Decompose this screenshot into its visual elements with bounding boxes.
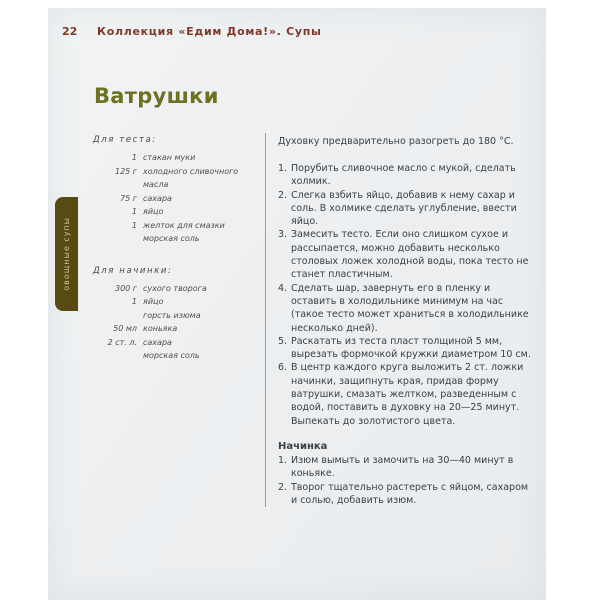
filling-step bbox=[278, 481, 535, 508]
breadcrumb: Коллекция «Едим Дома!». Супы bbox=[97, 25, 322, 38]
ingredient-row bbox=[93, 322, 263, 336]
page-title: Ватрушки bbox=[94, 84, 219, 108]
ingredients-column bbox=[93, 135, 263, 363]
step-text: Замесить тесто. Если оно слишком сухое и рассыпается, можно добавить несколько столовых ложек холодной воды, пока тесто не станет пластичным. bbox=[291, 229, 529, 281]
step-number: 1. bbox=[278, 163, 288, 174]
instruction-step bbox=[278, 335, 535, 362]
preheat-note: Духовку предварительно разогреть до 180 °C. bbox=[278, 136, 514, 147]
step-number: 2. bbox=[278, 189, 288, 201]
ingredient-quantity: 1 bbox=[131, 297, 137, 306]
ingredient-quantity: 75 г bbox=[120, 193, 137, 203]
instruction-step bbox=[278, 361, 535, 427]
ingredient-name: стакан муки bbox=[143, 153, 196, 162]
filling-ingredient-list bbox=[93, 282, 263, 363]
ingredient-name: желток для смазки bbox=[143, 220, 225, 230]
step-text: Сделать шар, завернуть его в пленку и оставить в холодильнике минимум на час (такое тесто может храниться в холодильнике несколько дней). bbox=[291, 282, 529, 334]
instructions-column bbox=[265, 133, 535, 507]
ingredient-name: морская соль bbox=[143, 234, 200, 243]
ingredient-name: сухого творога bbox=[143, 283, 207, 293]
dough-section-label: Для теста: bbox=[93, 135, 157, 145]
ingredient-quantity: 125 г bbox=[114, 166, 137, 176]
sidebar-tab-label: овощные супы bbox=[62, 217, 71, 291]
instruction-step bbox=[278, 282, 535, 335]
step-number: 5. bbox=[278, 335, 288, 347]
ingredient-name: холодного сливочного масла bbox=[143, 166, 239, 189]
ingredient-quantity: 50 мл bbox=[113, 324, 137, 333]
step-text: Творог тщательно растереть с яйцом, сахаром и солью, добавить изюм. bbox=[291, 481, 529, 506]
instruction-step bbox=[278, 162, 535, 189]
ingredient-quantity: 1 bbox=[131, 207, 137, 216]
ingredient-row bbox=[93, 309, 263, 323]
ingredient-name: горсть изюма bbox=[143, 310, 201, 320]
step-text: В центр каждого круга выложить 2 ст. ложки начинки, защипнуть края, придав форму ватрушки, смазать желтком, разведенным с водой, поставить в духовку на 20—25 минут. Выпекать до золотистого цвета. bbox=[291, 362, 524, 427]
ingredient-quantity: 1 bbox=[131, 220, 137, 230]
step-text: Слегка взбить яйцо, добавив к нему сахар и соль. В холмике сделать углубление, ввести яйцо. bbox=[291, 189, 517, 228]
filling-heading: Начинка bbox=[278, 440, 328, 452]
ingredient-row bbox=[93, 295, 263, 309]
filling-steps-list bbox=[278, 454, 535, 507]
ingredient-quantity bbox=[93, 309, 137, 323]
ingredient-quantity: 1 bbox=[131, 153, 137, 162]
dough-ingredients-section bbox=[93, 135, 263, 246]
ingredient-name: сахара bbox=[143, 193, 172, 203]
ingredient-row bbox=[93, 349, 263, 363]
dough-ingredient-list bbox=[93, 151, 263, 246]
step-number: 1. bbox=[278, 454, 288, 466]
ingredient-row bbox=[93, 151, 263, 165]
ingredient-quantity: 300 г bbox=[114, 283, 137, 293]
step-text: Изюм вымыть и замочить на 30—40 минут в коньяке. bbox=[291, 454, 514, 480]
instruction-steps-list bbox=[278, 162, 535, 428]
ingredient-row bbox=[93, 232, 263, 246]
ingredient-row bbox=[93, 205, 263, 219]
ingredient-name: яйцо bbox=[143, 207, 164, 216]
ingredient-row bbox=[93, 282, 263, 296]
page-number: 22 bbox=[62, 25, 78, 38]
ingredient-quantity bbox=[93, 349, 137, 363]
step-text: Раскатать из теста пласт толщиной 5 мм, вырезать формочкой кружки диаметром 10 см. bbox=[291, 335, 531, 361]
filling-step bbox=[278, 454, 535, 481]
ingredient-quantity: 2 ст. л. bbox=[107, 337, 137, 347]
ingredient-name: морская соль bbox=[143, 351, 200, 360]
ingredient-name: сахара bbox=[143, 337, 172, 347]
step-number: 4. bbox=[278, 282, 288, 294]
ingredient-name: коньяка bbox=[143, 324, 178, 333]
ingredient-row bbox=[93, 192, 263, 206]
step-text: Порубить сливочное масло с мукой, сделать холмик. bbox=[291, 163, 516, 188]
ingredient-name: яйцо bbox=[143, 297, 164, 306]
instruction-step bbox=[278, 228, 535, 281]
ingredient-row bbox=[93, 219, 263, 233]
step-number: 6. bbox=[278, 362, 288, 374]
book-page bbox=[48, 8, 546, 600]
filling-section-label: Для начинки: bbox=[93, 265, 173, 276]
ingredient-row bbox=[93, 165, 263, 192]
ingredient-quantity bbox=[93, 232, 137, 246]
instruction-step bbox=[278, 189, 535, 229]
ingredient-row bbox=[93, 336, 263, 350]
filling-ingredients-section bbox=[93, 266, 263, 363]
step-number: 2. bbox=[278, 481, 288, 493]
step-number: 3. bbox=[278, 229, 288, 241]
sidebar-tab-vegetable-soups bbox=[55, 197, 78, 311]
